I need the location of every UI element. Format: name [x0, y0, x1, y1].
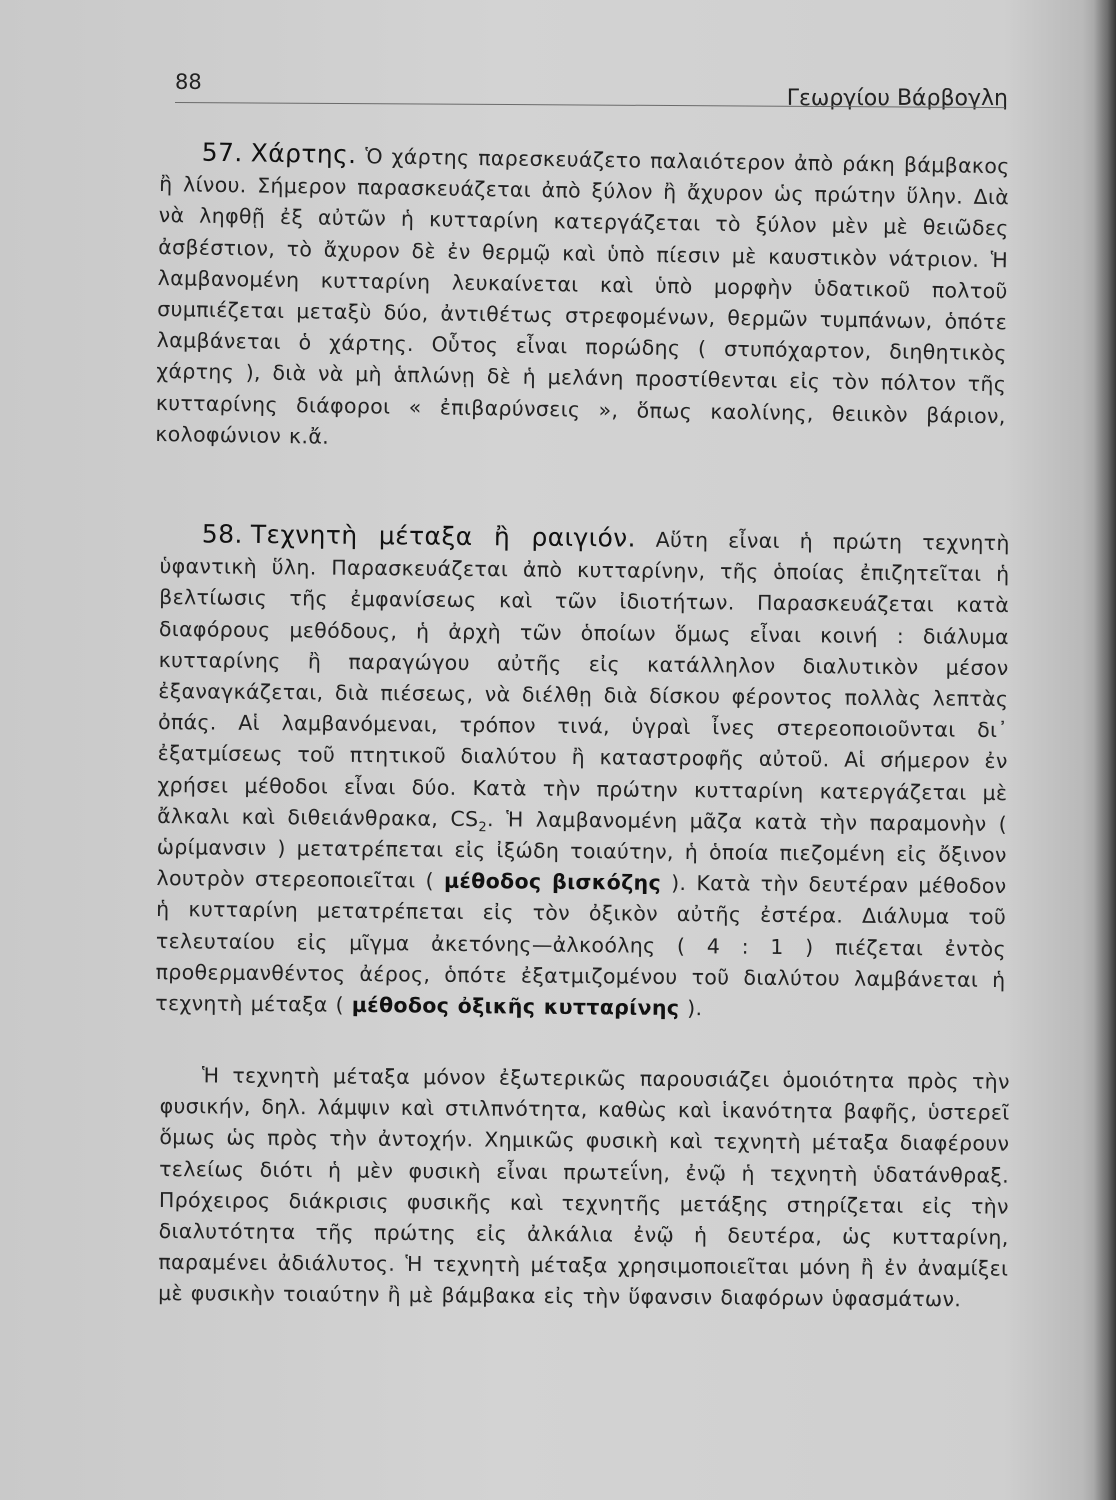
section-58-continued [158, 1060, 1010, 1316]
section-58-number: 58. [201, 519, 243, 549]
section-58-text-part-1: Αὕτη εἶναι ἡ πρώτη τεχνητὴ ὑφαντικὴ ὕλη. Παρασκευάζεται ἀπὸ κυτταρίνην, τῆς ὁποίας ἐπιζητεῖται ἡ βελτίωσις τῆς ἐμφανίσεως καὶ τῶν ἰδιοτήτων. Παρασκευάζεται κατὰ διαφόρους μεθόδους, ἡ ἀρχὴ τῶν ὁποίων ὅμως εἶναι κοινή : διάλυμα κυτταρίνης ἢ παραγώγου αὐτῆς εἰς κατάλληλον διαλυτικὸν μέσον ἐξαναγκάζεται, διὰ πιέσεως, νὰ διέλθῃ διὰ δίσκου φέροντος πολλὰς λεπτὰς ὀπάς. Αἱ λαμβανόμεναι, τρόπον τινά, ὑγραὶ ἶνες στερεοποιοῦνται δι᾿ ἐξατμίσεως τοῦ πτητικοῦ διαλύτου ἢ καταστροφῆς αὐτοῦ. Αἱ σήμερον ἐν χρήσει μέθοδοι εἶναι δύο. Κατὰ τὴν πρώτην κυτταρίνη κατεργάζεται μὲ ἄλκαλι καὶ διθειάνθρακα, CS [157, 527, 1010, 831]
section-58 [155, 518, 1010, 1027]
section-57-heading [202, 138, 357, 169]
section-58-paragraph-2: Ἡ τεχνητὴ μέταξα μόνον ἐξωτερικῶς παρουσιάζει ὁμοιότητα πρὸς τὴν φυσικήν, δηλ. λάμψιν καὶ στιλπνότητα, καθὼς καὶ ἱκανότητα βαφῆς, ὑστερεῖ ὅμως ὡς πρὸς τὴν ἀντοχήν. Χημικῶς φυσικὴ καὶ τεχνητὴ μέταξα διαφέρουν τελείως διότι ἡ μὲν φυσικὴ εἶναι πρωτεΐνη, ἐνῷ ἡ τεχνητὴ ὑδατάνθραξ. Πρόχειρος διάκρισις φυσικῆς καὶ τεχνητῆς μετάξης στηρίζεται εἰς τὴν διαλυτότητα τῆς πρώτης εἰς ἀλκάλια ἐνῷ ἡ δευτέρα, ὡς κυτταρίνη, παραμένει ἀδιάλυτος. Ἡ τεχνητὴ μέταξα χρησιμοποιεῖται μόνη ἢ ἐν ἀναμίξει μὲ φυσικὴν τοιαύτην ἢ μὲ βάμβακα εἰς τὴν ὕφανσιν διαφόρων ὑφασμάτων. [158, 1063, 1010, 1312]
section-58-text-part-2: . Ἡ λαμβανομένη μᾶζα κατὰ τὴν παραμονὴν ( ὡρίμανσιν ) μετατρέπεται εἰς ἰξώδη τοιαύτην, ἡ ὁποία πιεζομένη εἰς ὄξινον λουτρὸν στερεοποιεῖται ( [156, 806, 1008, 893]
section-58-title: Τεχνητὴ μέταξα ἢ ραιγιόν. [250, 519, 637, 553]
term-acetate-method: μέθοδος ὀξικῆς κυτταρίνης [351, 992, 680, 1021]
section-57-title: Χάρτης. [250, 138, 357, 170]
section-58-heading [202, 519, 636, 552]
section-57-paragraph [155, 136, 1010, 463]
section-57-number: 57. [201, 137, 243, 168]
section-58-paragraph-1 [155, 518, 1010, 1027]
section-57 [155, 136, 1010, 463]
page-edge-shadow [1094, 0, 1116, 1500]
running-head: Γεωργίου Βάρβογλη [786, 86, 1008, 111]
section-58-text-part-3: ). Κατὰ τὴν δευτέραν μέθοδον ἡ κυτταρίνη μετατρέπεται εἰς τὸν ὀξικὸν αὐτῆς ἐστέρα. Διάλυμα τοῦ τελευταίου εἰς μῖγμα ἀκετόνης—ἀλκοόλης ( 4 : 1 ) πιέζεται ἐντὸς προθερμανθέντος ἀέρος, ὁπότε ἐξατμιζομένου τοῦ διαλύτου λαμβάνεται ἡ τεχνητὴ μέταξα ( [155, 871, 1007, 1017]
section-57-body: Ὁ χάρτης παρεσκευάζετο παλαιότερον ἀπὸ ράκη βάμβακος ἢ λίνου. Σήμερον παρασκευάζεται ἀπὸ ξύλον ἢ ἄχυρον ὡς πρώτην ὕλην. Διὰ νὰ ληφθῇ ἐξ αὐτῶν ἡ κυτταρίνη κατεργάζεται τὸ ξύλον μὲν μὲ θειῶδες ἀσβέστιον, τὸ ἄχυρον δὲ ἐν θερμῷ καὶ ὑπὸ πίεσιν μὲ καυστικὸν νάτριον. Ἡ λαμβανομένη κυτταρίνη λευκαίνεται καὶ ὑπὸ μορφὴν ὑδατικοῦ πολτοῦ συμπιέζεται μεταξὺ δύο, ἀντιθέτως στρεφομένων, θερμῶν τυμπάνων, ὁπότε λαμβάνεται ὁ χάρτης. Οὗτος εἶναι πορώδης ( στυπόχαρτον, διηθητικὸς χάρτης ), διὰ νὰ μὴ ἁπλώνῃ δὲ ἡ μελάνη προστίθενται εἰς τὸν πόλτον τῆς κυτταρίνης διάφοροι « ἐπιβαρύνσεις », ὅπως καολίνης, θειικὸν βάριον, κολοφώνιον κ.ἄ. [155, 144, 1010, 449]
section-58-text-part-4: ). [687, 996, 703, 1021]
page-number: 88 [175, 70, 202, 94]
term-viscose-method: μέθοδος βισκόζης [443, 868, 662, 896]
cs2-subscript: 2 [478, 819, 488, 836]
